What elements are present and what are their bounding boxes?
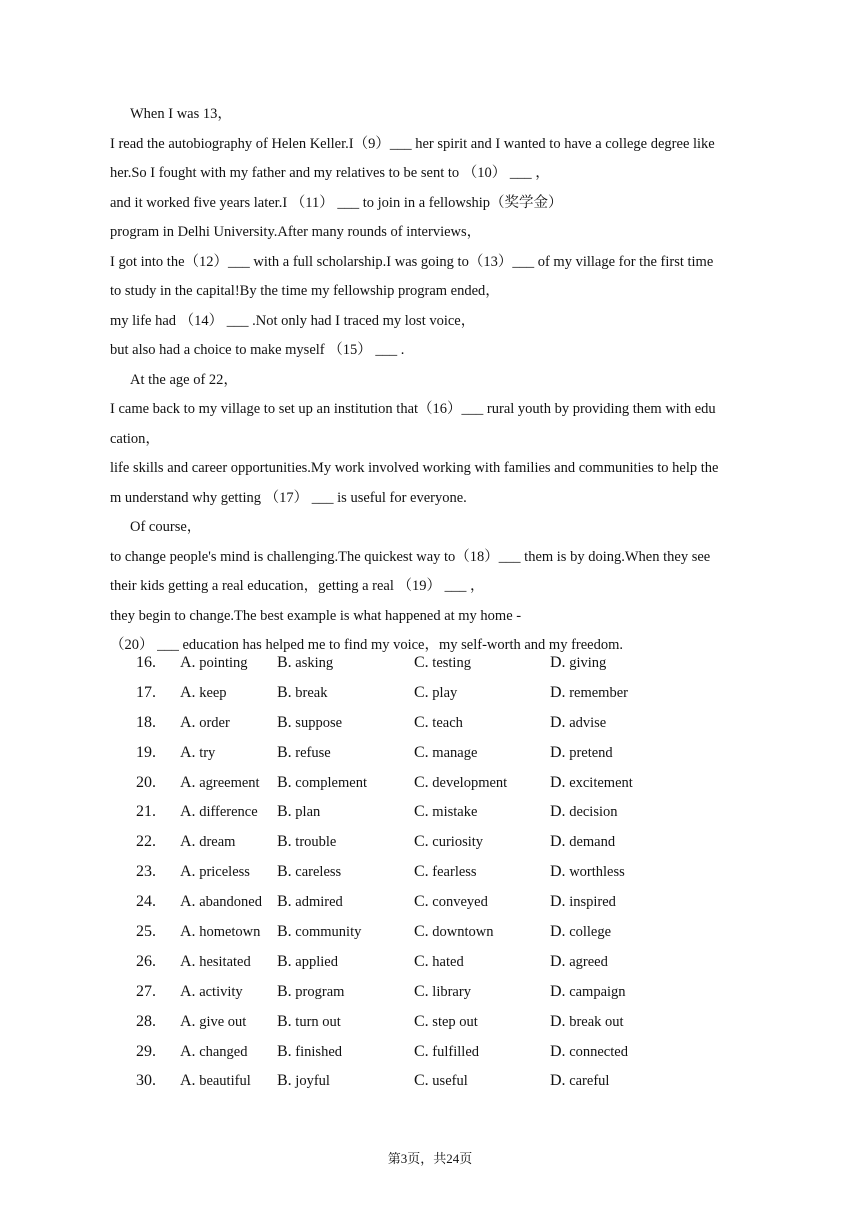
option-c <box>414 1013 478 1031</box>
option-text: excitement <box>569 774 633 791</box>
option-text: decision <box>569 804 618 821</box>
option-letter: C. <box>414 952 429 970</box>
option-letter: C. <box>414 713 429 731</box>
passage-line: m understand why getting （17） ___ is useful for everyone. <box>110 489 467 506</box>
question-row <box>110 1072 755 1102</box>
question-row <box>110 863 755 893</box>
option-letter: B. <box>277 743 292 761</box>
question-number: 17. <box>136 683 156 701</box>
option-letter: D. <box>550 863 566 881</box>
option-b <box>277 983 344 1001</box>
option-letter: D. <box>550 923 566 941</box>
passage-line: I came back to my village to set up an institution that（16）___ rural youth by providing them with edu <box>110 401 716 417</box>
option-d <box>550 893 616 911</box>
option-c <box>414 893 488 911</box>
question-number: 30. <box>136 1072 156 1090</box>
option-text: priceless <box>199 864 250 881</box>
option-d <box>550 744 613 762</box>
option-letter: C. <box>414 833 429 851</box>
option-letter: B. <box>277 683 292 701</box>
option-letter: C. <box>414 893 429 911</box>
question-row <box>110 833 755 863</box>
passage-line: to change people's mind is challenging.The quickest way to（18）___ them is by doing.When they see <box>110 548 711 565</box>
option-text: campaign <box>569 983 626 1000</box>
option-d <box>550 1013 624 1031</box>
passage-line: Of course， <box>130 519 202 535</box>
option-c <box>414 744 477 762</box>
option-c <box>414 1043 479 1061</box>
option-c <box>414 953 464 971</box>
option-a <box>180 863 250 881</box>
option-b <box>277 863 341 881</box>
option-text: connected <box>569 1043 628 1060</box>
option-text: pointing <box>199 655 248 671</box>
option-letter: A. <box>180 863 196 881</box>
option-text: plan <box>295 804 321 821</box>
option-text: downtown <box>432 924 494 941</box>
option-c <box>414 654 471 672</box>
option-a <box>180 1072 251 1090</box>
passage-line: program in Delhi University.After many rounds of interviews， <box>110 224 482 240</box>
passage-line: my life had （14） ___ .Not only had I traced my lost voice， <box>110 312 476 329</box>
option-a <box>180 774 260 792</box>
option-letter: A. <box>180 773 196 791</box>
option-text: careful <box>569 1073 610 1090</box>
option-letter: D. <box>550 713 566 731</box>
option-letter: D. <box>550 893 566 911</box>
option-c <box>414 1072 468 1090</box>
option-a <box>180 654 248 672</box>
question-number: 23. <box>136 863 156 881</box>
question-row <box>110 1043 755 1073</box>
option-letter: D. <box>550 773 566 791</box>
passage-line: At the age of 22， <box>130 371 238 388</box>
option-text: program <box>295 983 345 1000</box>
option-b <box>277 714 342 732</box>
option-text: agreed <box>569 953 608 970</box>
option-text: worthless <box>569 864 625 881</box>
option-letter: D. <box>550 982 566 1000</box>
option-a <box>180 833 235 851</box>
option-text: activity <box>199 983 243 1000</box>
option-letter: C. <box>414 1042 429 1060</box>
question-row <box>110 684 755 714</box>
question-row <box>110 744 755 774</box>
option-c <box>414 714 463 732</box>
option-letter: D. <box>550 1012 566 1030</box>
question-row <box>110 983 755 1013</box>
option-text: break out <box>569 1013 624 1030</box>
option-b <box>277 803 320 821</box>
option-text: giving <box>569 655 607 671</box>
option-letter: A. <box>180 1072 196 1090</box>
passage-line: to study in the capital!By the time my fellowship program ended， <box>110 283 500 299</box>
option-text: agreement <box>199 774 260 791</box>
option-text: manage <box>432 744 478 761</box>
option-letter: B. <box>277 1072 292 1090</box>
option-b <box>277 1013 341 1031</box>
option-text: suppose <box>295 714 343 731</box>
option-c <box>414 774 507 792</box>
option-letter: A. <box>180 982 196 1000</box>
option-letter: B. <box>277 923 292 941</box>
option-text: demand <box>569 834 616 851</box>
option-letter: D. <box>550 803 566 821</box>
option-letter: D. <box>550 1072 566 1090</box>
option-d <box>550 803 618 821</box>
question-number: 27. <box>136 982 156 1000</box>
question-row <box>110 953 755 983</box>
option-text: community <box>295 924 362 941</box>
option-d <box>550 953 608 971</box>
passage-line: they begin to change.The best example is what happened at my home - <box>110 607 522 624</box>
question-row <box>110 654 755 684</box>
option-text: difference <box>199 804 258 821</box>
passage <box>110 100 755 661</box>
option-text: finished <box>295 1043 343 1060</box>
option-a <box>180 1013 246 1031</box>
option-d <box>550 684 628 702</box>
option-text: admired <box>295 894 343 911</box>
question-number: 28. <box>136 1012 156 1030</box>
passage-line: and it worked five years later.I （11） ___ to join in a fellowship（奖学金） <box>110 194 563 211</box>
option-letter: B. <box>277 893 292 911</box>
option-text: development <box>432 774 508 791</box>
option-letter: A. <box>180 1012 196 1030</box>
option-d <box>550 1043 628 1061</box>
option-letter: A. <box>180 654 196 671</box>
option-letter: C. <box>414 863 429 881</box>
question-number: 21. <box>136 803 156 821</box>
option-text: inspired <box>569 894 616 911</box>
option-text: applied <box>295 953 338 970</box>
option-c <box>414 923 494 941</box>
option-b <box>277 774 367 792</box>
option-letter: A. <box>180 683 196 701</box>
option-d <box>550 1072 609 1090</box>
option-letter: D. <box>550 952 566 970</box>
option-letter: A. <box>180 833 196 851</box>
options-list <box>110 654 755 1102</box>
option-d <box>550 833 615 851</box>
option-d <box>550 654 606 672</box>
option-c <box>414 833 483 851</box>
option-letter: B. <box>277 654 292 671</box>
option-letter: D. <box>550 743 566 761</box>
option-letter: B. <box>277 803 292 821</box>
option-text: complement <box>295 774 367 791</box>
option-text: step out <box>432 1013 478 1030</box>
passage-line: （20） ___ education has helped me to find my voice，my self-worth and my freedom. <box>110 637 624 653</box>
question-number: 19. <box>136 743 156 761</box>
option-text: break <box>295 684 328 701</box>
passage-line: When I was 13， <box>130 106 232 122</box>
option-text: play <box>432 684 458 701</box>
option-text: hesitated <box>199 953 251 970</box>
option-letter: A. <box>180 803 196 821</box>
option-c <box>414 684 457 702</box>
option-c <box>414 863 477 881</box>
question-row <box>110 803 755 833</box>
question-row <box>110 893 755 923</box>
option-text: hometown <box>199 924 261 941</box>
option-text: joyful <box>295 1073 330 1090</box>
option-d <box>550 714 606 732</box>
option-letter: A. <box>180 743 196 761</box>
option-text: testing <box>432 655 471 671</box>
option-text: careless <box>295 864 342 881</box>
option-text: abandoned <box>199 894 262 911</box>
page-footer: 第3页，共24页 <box>387 1151 473 1166</box>
option-text: beautiful <box>199 1073 251 1090</box>
option-a <box>180 803 258 821</box>
option-b <box>277 684 328 702</box>
passage-line: cation， <box>110 430 160 447</box>
option-d <box>550 923 611 941</box>
option-d <box>550 863 625 881</box>
question-row <box>110 774 755 804</box>
option-letter: A. <box>180 952 196 970</box>
option-text: give out <box>199 1013 247 1030</box>
option-a <box>180 983 243 1001</box>
option-text: order <box>199 714 230 731</box>
question-row <box>110 923 755 953</box>
option-a <box>180 1043 248 1061</box>
question-number: 29. <box>136 1042 156 1060</box>
option-c <box>414 803 477 821</box>
option-text: advise <box>569 714 607 731</box>
question-number: 22. <box>136 833 156 851</box>
option-a <box>180 744 215 762</box>
option-letter: D. <box>550 1042 566 1060</box>
option-letter: A. <box>180 923 196 941</box>
option-a <box>180 953 251 971</box>
option-letter: B. <box>277 952 292 970</box>
option-text: curiosity <box>432 834 484 851</box>
option-text: refuse <box>295 744 331 761</box>
option-text: keep <box>199 684 227 701</box>
question-number: 18. <box>136 713 156 731</box>
option-letter: B. <box>277 833 292 851</box>
option-b <box>277 744 331 762</box>
option-letter: C. <box>414 982 429 1000</box>
passage-line: I got into the（12）___ with a full scholarship.I was going to（13）___ of my village for the first time <box>110 253 714 270</box>
option-letter: B. <box>277 773 292 791</box>
passage-line: her.So I fought with my father and my relatives to be sent to （10） ___ ， <box>110 165 550 181</box>
option-b <box>277 1043 342 1061</box>
option-text: pretend <box>569 744 613 761</box>
option-letter: C. <box>414 773 429 791</box>
option-letter: B. <box>277 1012 292 1030</box>
option-text: conveyed <box>432 894 488 911</box>
option-letter: C. <box>414 743 429 761</box>
option-letter: B. <box>277 982 292 1000</box>
option-a <box>180 714 230 732</box>
option-text: teach <box>432 714 463 731</box>
option-a <box>180 893 262 911</box>
option-text: asking <box>295 655 334 671</box>
option-text: useful <box>432 1073 468 1090</box>
option-letter: C. <box>414 1012 429 1030</box>
option-letter: C. <box>414 654 429 671</box>
option-b <box>277 923 361 941</box>
question-row <box>110 714 755 744</box>
option-letter: C. <box>414 1072 429 1090</box>
option-text: fulfilled <box>432 1043 480 1060</box>
question-number: 25. <box>136 923 156 941</box>
option-d <box>550 774 633 792</box>
option-c <box>414 983 471 1001</box>
option-letter: A. <box>180 1042 196 1060</box>
option-b <box>277 953 338 971</box>
option-text: changed <box>199 1043 248 1060</box>
option-a <box>180 684 227 702</box>
option-letter: B. <box>277 713 292 731</box>
question-number: 24. <box>136 893 156 911</box>
option-b <box>277 893 343 911</box>
option-text: library <box>432 983 471 1000</box>
option-text: try <box>199 744 216 761</box>
question-row <box>110 1013 755 1043</box>
option-a <box>180 923 260 941</box>
passage-line: their kids getting a real education，getting a real （19） ___ ， <box>110 578 485 594</box>
passage-line: I read the autobiography of Helen Keller.I（9）___ her spirit and I wanted to have a college degree like <box>110 135 715 152</box>
option-letter: D. <box>550 833 566 851</box>
option-letter: B. <box>277 863 292 881</box>
option-text: dream <box>199 834 236 851</box>
option-text: remember <box>569 684 628 701</box>
question-number: 26. <box>136 952 156 970</box>
option-text: hated <box>432 953 464 970</box>
option-text: mistake <box>432 804 478 821</box>
option-text: college <box>569 924 612 941</box>
option-letter: C. <box>414 803 429 821</box>
option-text: turn out <box>295 1013 341 1030</box>
option-d <box>550 983 626 1001</box>
option-letter: C. <box>414 923 429 941</box>
option-letter: D. <box>550 683 566 701</box>
passage-line: life skills and career opportunities.My work involved working with families and communities to help the <box>110 460 719 476</box>
option-letter: A. <box>180 893 196 911</box>
option-letter: C. <box>414 683 429 701</box>
passage-line: but also had a choice to make myself （15） ___ . <box>110 342 405 358</box>
option-letter: A. <box>180 713 196 731</box>
option-b <box>277 833 336 851</box>
option-text: trouble <box>295 834 337 851</box>
option-text: fearless <box>432 864 477 881</box>
option-b <box>277 654 333 672</box>
option-letter: D. <box>550 654 566 671</box>
question-number: 16. <box>136 654 156 671</box>
option-b <box>277 1072 330 1090</box>
option-letter: B. <box>277 1042 292 1060</box>
question-number: 20. <box>136 773 156 791</box>
